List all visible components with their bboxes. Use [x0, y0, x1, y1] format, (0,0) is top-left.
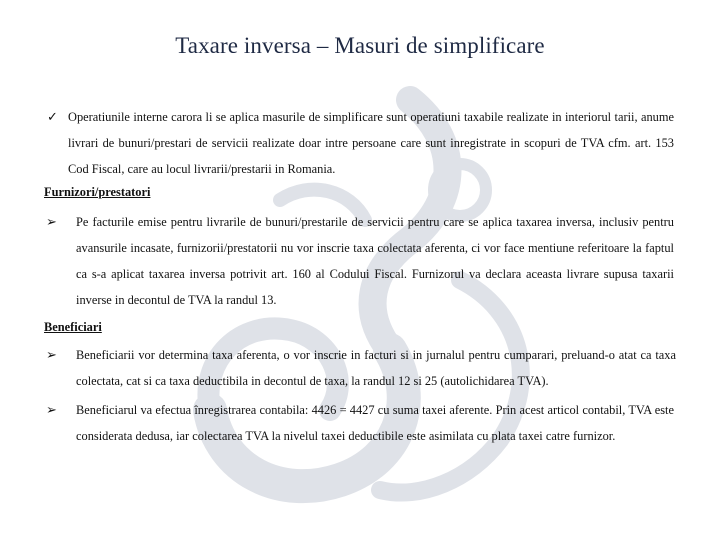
slide-title: Taxare inversa – Masuri de simplificare — [175, 33, 545, 58]
section-heading-furnizori: Furnizori/prestatori — [44, 185, 151, 199]
furnizori-paragraph: Pe facturile emise pentru livrarile de bunuri/prestarile de servicii pentru care se aplica taxarea inversa, inclusiv pentru avansurile incasate, furnizorii/prestatorii nu vor inscrie taxa colectata aferenta, ci vor face mentiune referitoare la faptul ca s-a aplicat taxarea inversa potrivit art. 160 al Codului Fiscal. Furnizorul va declara aceasta livrare supusa taxarii inverse in decontul de TVA la randul 13. — [76, 215, 674, 307]
arrow-bullet-icon: ➢ — [46, 402, 57, 417]
beneficiari-paragraph-1: Beneficiarii vor determina taxa aferenta, o vor inscrie in facturi si in jurnalul pentru cumparari, preluand-o atat ca taxa colectata, cat si ca taxa deductibila in decontul de taxa, la randul 12 si 25 (autolichidarea TVA). — [76, 348, 676, 388]
beneficiari-paragraph-2: Beneficiarul va efectua înregistrarea contabila: 4426 = 4427 cu suma taxei aferente. Prin acest articol contabil, TVA este considerata dedusa, iar colectarea TVA la nivelul taxei deductibile este asimilata cu plata taxei catre furnizor. — [76, 403, 674, 443]
checkmark-icon: ✓ — [47, 109, 58, 124]
section-heading-beneficiari: Beneficiari — [44, 320, 102, 334]
arrow-bullet-icon: ➢ — [46, 214, 57, 229]
intro-paragraph: Operatiunile interne carora li se aplica masurile de simplificare sunt operatiuni taxabile realizate in interiorul tarii, anume livrari de bunuri/prestari de servicii realizate doar intre persoane care sunt inregistrate in scopuri de TVA cfm. art. 153 Cod Fiscal, care au locul livrarii/prestarii in Romania. — [68, 110, 674, 176]
arrow-bullet-icon: ➢ — [46, 347, 57, 362]
